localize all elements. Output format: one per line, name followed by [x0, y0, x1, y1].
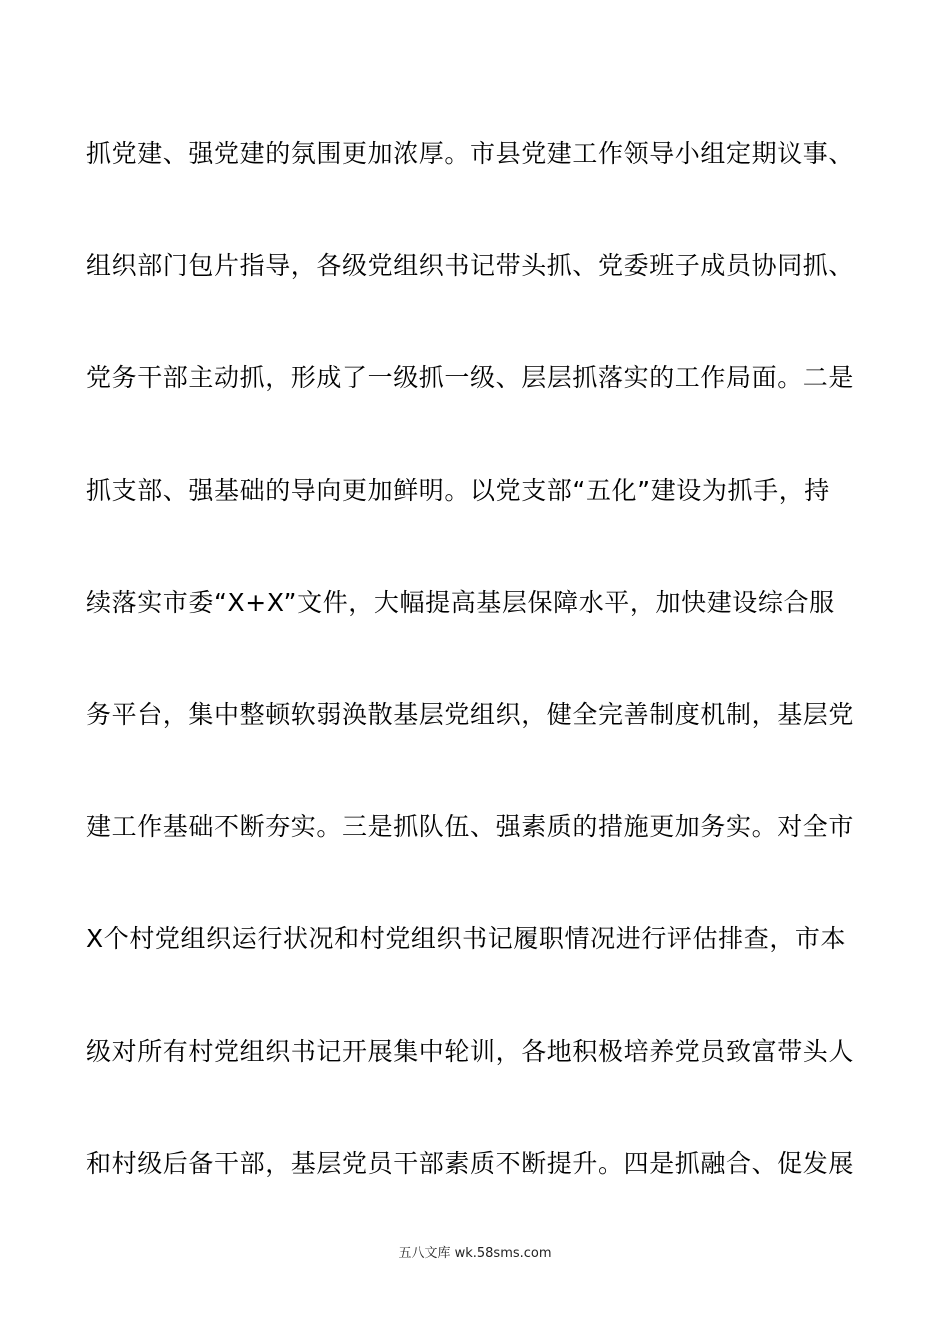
text-line: 续落实市委“X+X”文件，大幅提高基层保障水平，加快建设综合服 — [86, 587, 835, 617]
text-line: 组织部门包片指导，各级党组织书记带头抓、党委班子成员协同抓、 — [86, 251, 855, 281]
text-line: 建工作基础不断夯实。三是抓队伍、强素质的措施更加务实。对全市 — [86, 812, 855, 842]
body-paragraph — [86, 122, 866, 1244]
text-line: 党务干部主动抓，形成了一级抓一级、层层抓落实的工作局面。二是 — [86, 363, 855, 393]
text-line: 级对所有村党组织书记开展集中轮训，各地积极培养党员致富带头人 — [86, 1036, 855, 1066]
text-line: 务平台，集中整顿软弱涣散基层党组织，健全完善制度机制，基层党 — [86, 699, 855, 729]
text-line: X个村党组织运行状况和村党组织书记履职情况进行评估排查，市本 — [86, 924, 847, 954]
text-line: 和村级后备干部，基层党员干部素质不断提升。四是抓融合、促发展 — [86, 1148, 855, 1178]
footer-watermark: 五八文库 wk.58sms.com — [398, 1246, 552, 1261]
text-line: 抓支部、强基础的导向更加鲜明。以党支部“五化”建设为抓手，持 — [86, 475, 830, 505]
text-line: 抓党建、强党建的氛围更加浓厚。市县党建工作领导小组定期议事、 — [86, 139, 855, 168]
